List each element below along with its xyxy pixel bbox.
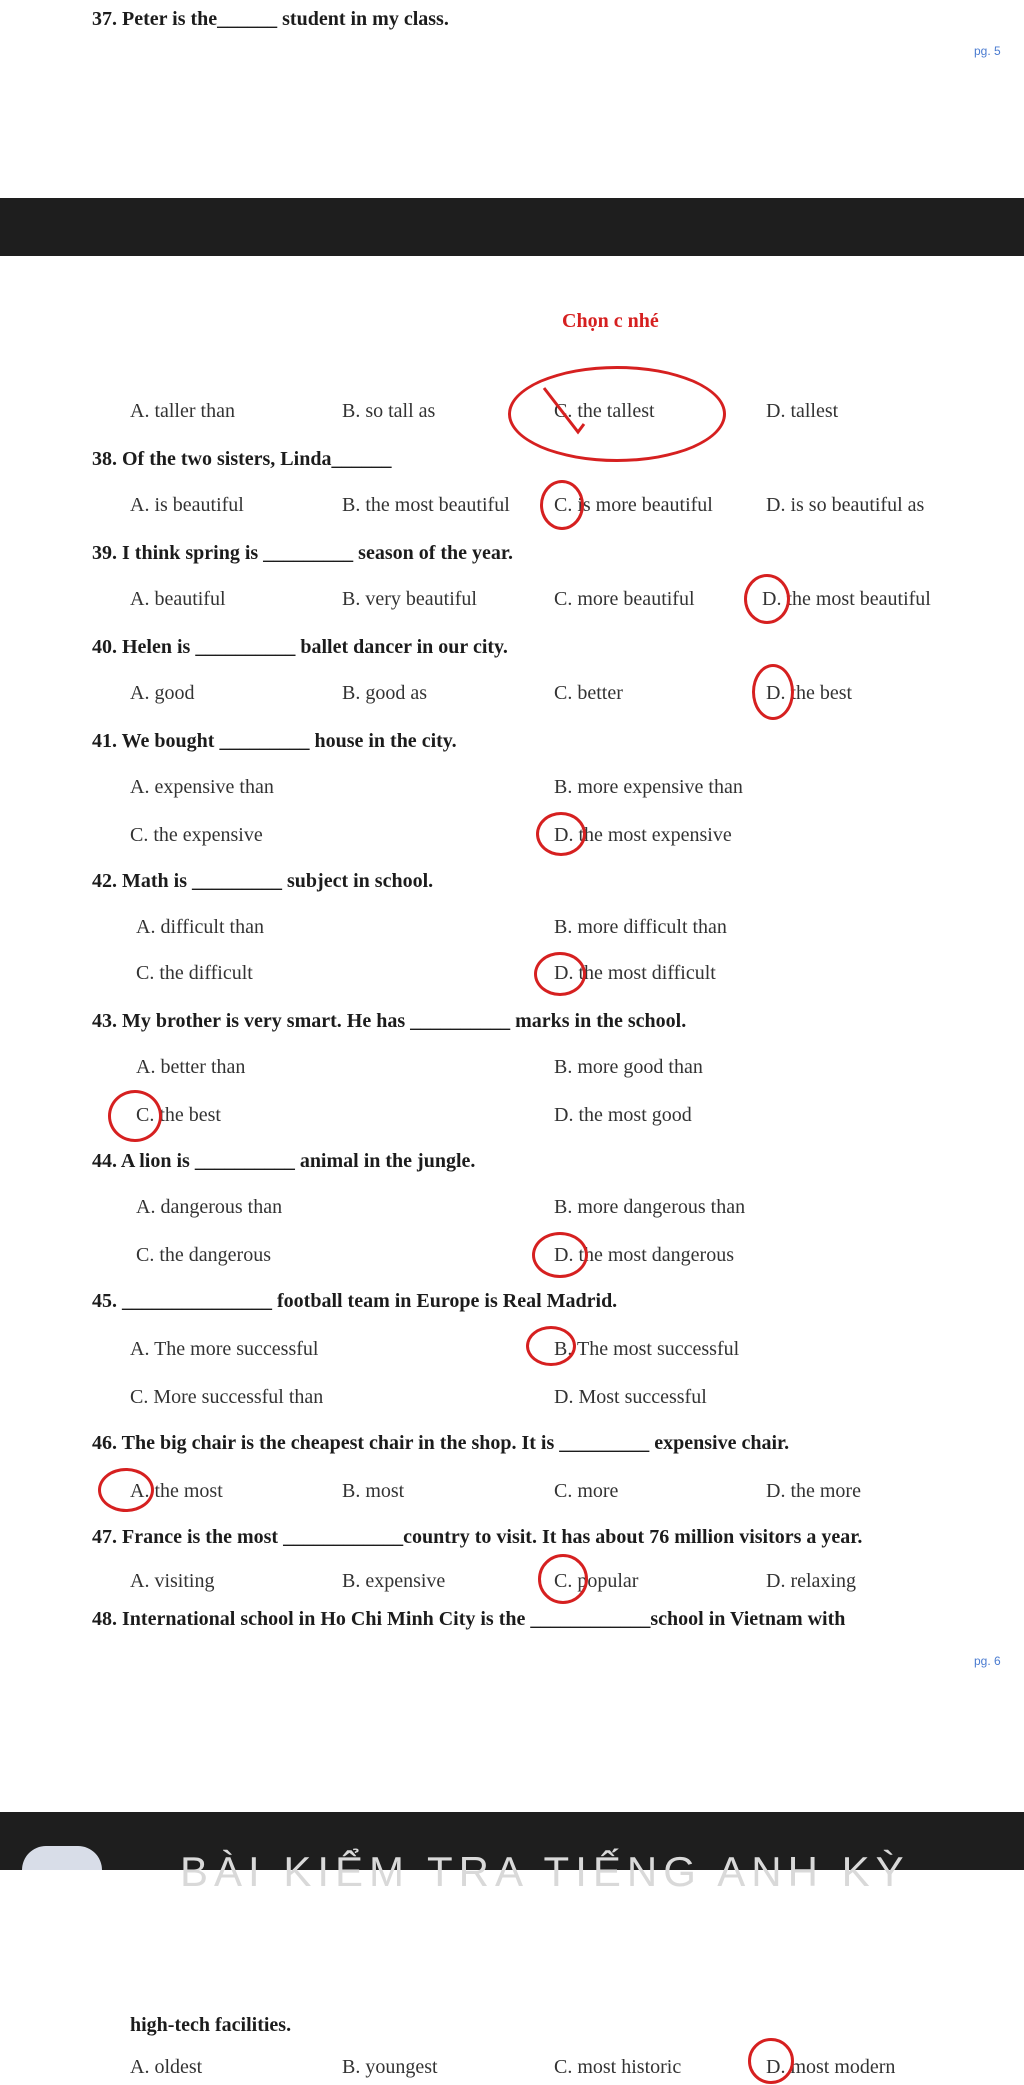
q48-option-d: D. most modern [766,2056,896,2078]
q44-option-d: D. the most dangerous [554,1244,734,1266]
q37-option-d: D. tallest [766,400,839,422]
q44-option-c: C. the dangerous [136,1244,271,1266]
answer-circle-q41 [536,812,586,856]
q47-option-a: A. visiting [130,1570,215,1592]
faded-logo-arc [22,1846,102,1870]
q38-option-c: C. is more beautiful [554,494,713,516]
q48-option-c: C. most historic [554,2056,682,2078]
q47-option-c: C. popular [554,1570,639,1592]
q39-option-c: C. more beautiful [554,588,695,610]
question-48-continuation: high-tech facilities. [130,2014,292,2036]
page-break-bar [0,198,1024,256]
question-39: 39. I think spring is _________ season of the year. [92,542,513,564]
q37-option-c: C. the tallest [554,400,655,422]
q39-option-d: D. the most beautiful [762,588,931,610]
q43-option-c: C. the best [136,1104,221,1126]
q39-option-a: A. beautiful [130,588,226,610]
q45-option-b: B. The most successful [554,1338,740,1360]
q40-option-b: B. good as [342,682,427,704]
q44-option-b: B. more dangerous than [554,1196,746,1218]
q41-option-d: D. the most expensive [554,824,732,846]
q46-option-c: C. more [554,1480,619,1502]
q38-option-b: B. the most beautiful [342,494,510,516]
q47-option-b: B. expensive [342,1570,446,1592]
q46-option-d: D. the more [766,1480,861,1502]
q48-option-a: A. oldest [130,2056,203,2078]
q43-option-a: A. better than [136,1056,246,1078]
q41-option-c: C. the expensive [130,824,263,846]
q45-option-c: C. More successful than [130,1386,324,1408]
q38-option-d: D. is so beautiful as [766,494,925,516]
q42-option-c: C. the difficult [136,962,253,984]
q40-option-c: C. better [554,682,623,704]
q42-option-d: D. the most difficult [554,962,716,984]
answer-circle-q39 [744,574,790,624]
q40-option-d: D. the best [766,682,853,704]
q44-option-a: A. dangerous than [136,1196,283,1218]
answer-circle-q42 [534,952,586,996]
answer-circle-q43 [108,1090,162,1142]
q41-option-a: A. expensive than [130,776,274,798]
question-38: 38. Of the two sisters, Linda______ [92,448,392,470]
faded-heading: BÀI KIỂM TRA TIẾNG ANH KỲ [180,1848,910,1895]
q39-option-b: B. very beautiful [342,588,477,610]
question-46: 46. The big chair is the cheapest chair in the shop. It is _________ expensive chair. [92,1432,790,1454]
question-43: 43. My brother is very smart. He has __________ marks in the school. [92,1010,687,1032]
question-40: 40. Helen is __________ ballet dancer in our city. [92,636,508,658]
answer-check-mark [540,384,596,448]
question-44: 44. A lion is __________ animal in the jungle. [92,1150,476,1172]
q42-option-a: A. difficult than [136,916,264,938]
answer-circle-q45 [526,1326,576,1366]
answer-circle-q47 [538,1554,588,1604]
q37-option-b: B. so tall as [342,400,436,422]
q48-option-b: B. youngest [342,2056,438,2078]
page-label-5: pg. 5 [974,44,1001,58]
question-41: 41. We bought _________ house in the city. [92,730,457,752]
answer-circle-q38 [540,480,584,530]
answer-circle-q46 [98,1468,154,1512]
question-37-stem: 37. Peter is the______ student in my class. [92,8,449,30]
answer-circle-q48 [748,2038,794,2084]
question-48: 48. International school in Ho Chi Minh City is the ____________school in Vietnam with [92,1608,846,1630]
q40-option-a: A. good [130,682,195,704]
page-label-6: pg. 6 [974,1654,1001,1668]
q38-option-a: A. is beautiful [130,494,244,516]
q41-option-b: B. more expensive than [554,776,743,798]
q45-option-d: D. Most successful [554,1386,707,1408]
q37-option-a: A. taller than [130,400,235,422]
teacher-note: Chọn c nhé [562,310,659,332]
q43-option-d: D. the most good [554,1104,692,1126]
q47-option-d: D. relaxing [766,1570,856,1592]
q46-option-b: B. most [342,1480,405,1502]
question-47: 47. France is the most ____________country to visit. It has about 76 million visitors a year. [92,1526,863,1548]
q45-option-a: A. The more successful [130,1338,319,1360]
answer-circle-q40 [752,664,794,720]
question-42: 42. Math is _________ subject in school. [92,870,434,892]
q42-option-b: B. more difficult than [554,916,727,938]
question-45: 45. _______________ football team in Europe is Real Madrid. [92,1290,618,1312]
answer-circle-q44 [532,1232,588,1278]
q43-option-b: B. more good than [554,1056,703,1078]
q46-option-a: A. the most [130,1480,223,1502]
